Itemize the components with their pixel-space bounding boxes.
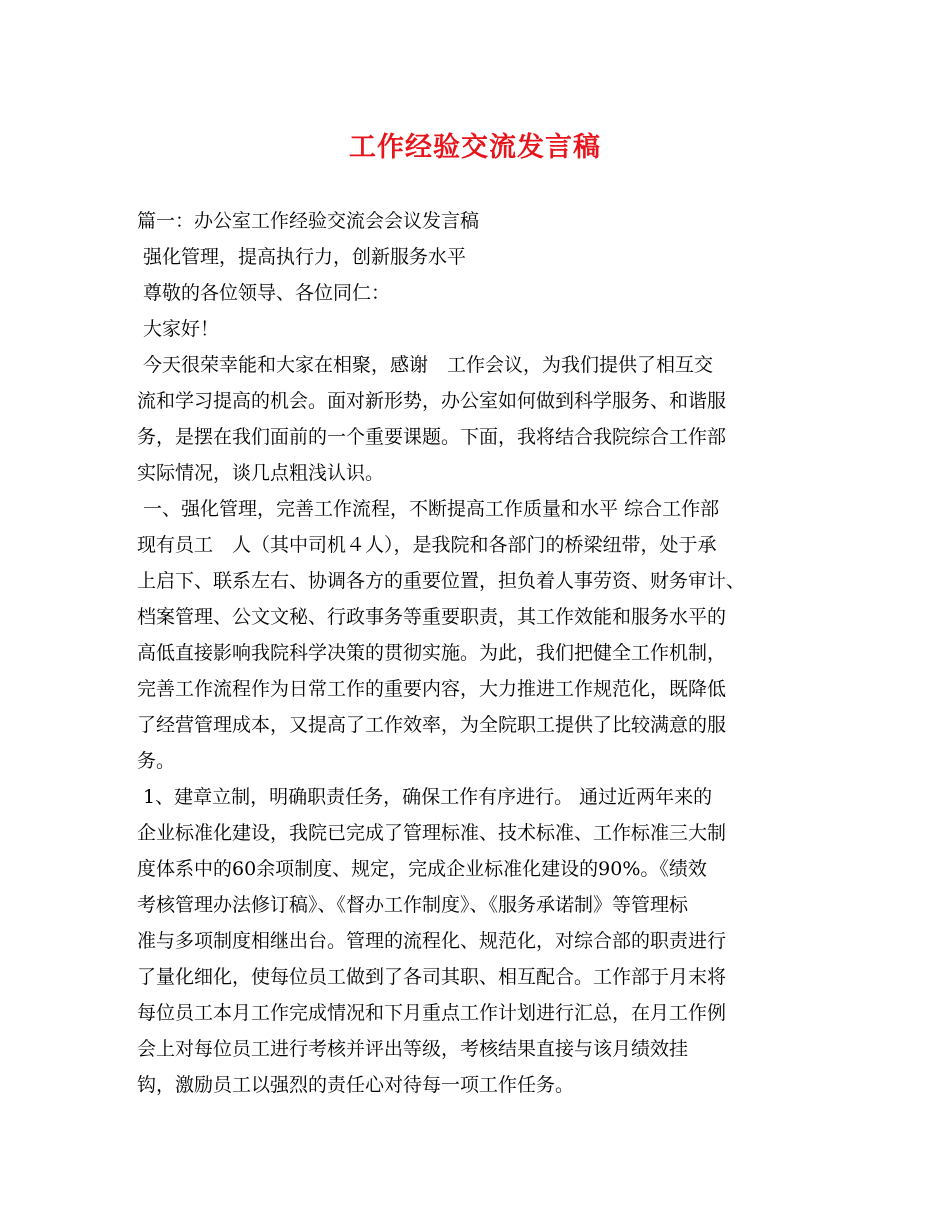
body-line: 流和学习提高的机会。面对新形势，办公室如何做到科学服务、和谐服 [137, 390, 727, 412]
body-line: 一、强化管理，完善工作流程，不断提高工作质量和水平 综合工作部 [137, 498, 720, 520]
body-line: 度体系中的60余项制度、规定，完成企业标准化建设的90%。《绩效 [137, 858, 707, 880]
body-line: 每位员工本月工作完成情况和下月重点工作计划进行汇总，在月工作例 [137, 1002, 727, 1024]
body-line: 档案管理、公文文秘、行政事务等重要职责，其工作效能和服务水平的 [137, 606, 727, 628]
body-line: 准与多项制度相继出台。管理的流程化、规范化，对综合部的职责进行 [137, 930, 727, 952]
body-line: 务，是摆在我们面前的一个重要课题。下面，我将结合我院综合工作部 [137, 426, 727, 448]
body-line: 篇一：办公室工作经验交流会会议发言稿 [137, 210, 480, 232]
body-line: 上启下、联系左右、协调各方的重要位置，担负着人事劳资、财务审计、 [137, 570, 746, 592]
body-line: 完善工作流程作为日常工作的重要内容，大力推进工作规范化，既降低 [137, 678, 727, 700]
body-line: 实际情况，谈几点粗浅认识。 [137, 462, 385, 484]
document-title: 工作经验交流发言稿 [349, 132, 601, 163]
body-line: 现有员工 人（其中司机４人），是我院和各部门的桥梁纽带，处于承 [137, 534, 717, 556]
body-line: 钩，激励员工以强烈的责任心对待每一项工作任务。 [137, 1074, 575, 1096]
body-line: 会上对每位员工进行考核并评出等级，考核结果直接与该月绩效挂 [137, 1038, 689, 1060]
body-line: 务。 [137, 750, 176, 772]
body-line: 企业标准化建设，我院已完成了管理标准、技术标准、工作标准三大制 [137, 822, 727, 844]
body-line: 了量化细化，使每位员工做到了各司其职、相互配合。工作部于月末将 [137, 966, 727, 988]
document-body [137, 203, 827, 1103]
body-line: 考核管理办法修订稿》、《督办工作制度》、《服务承诺制》等管理标 [137, 894, 689, 916]
body-line: 今天很荣幸能和大家在相聚，感谢 工作会议，为我们提供了相互交 [137, 354, 714, 376]
body-line: 强化管理，提高执行力，创新服务水平 [137, 246, 467, 268]
body-line: 1、建章立制，明确职责任务，确保工作有序进行。 通过近两年来的 [137, 786, 713, 808]
body-line: 尊敬的各位领导、各位同仁： [137, 282, 391, 304]
body-line: 了经营管理成本，又提高了工作效率，为全院职工提供了比较满意的服 [137, 714, 727, 736]
body-line: 高低直接影响我院科学决策的贯彻实施。为此，我们把健全工作机制， [137, 642, 727, 664]
body-line: 大家好！ [137, 318, 220, 340]
